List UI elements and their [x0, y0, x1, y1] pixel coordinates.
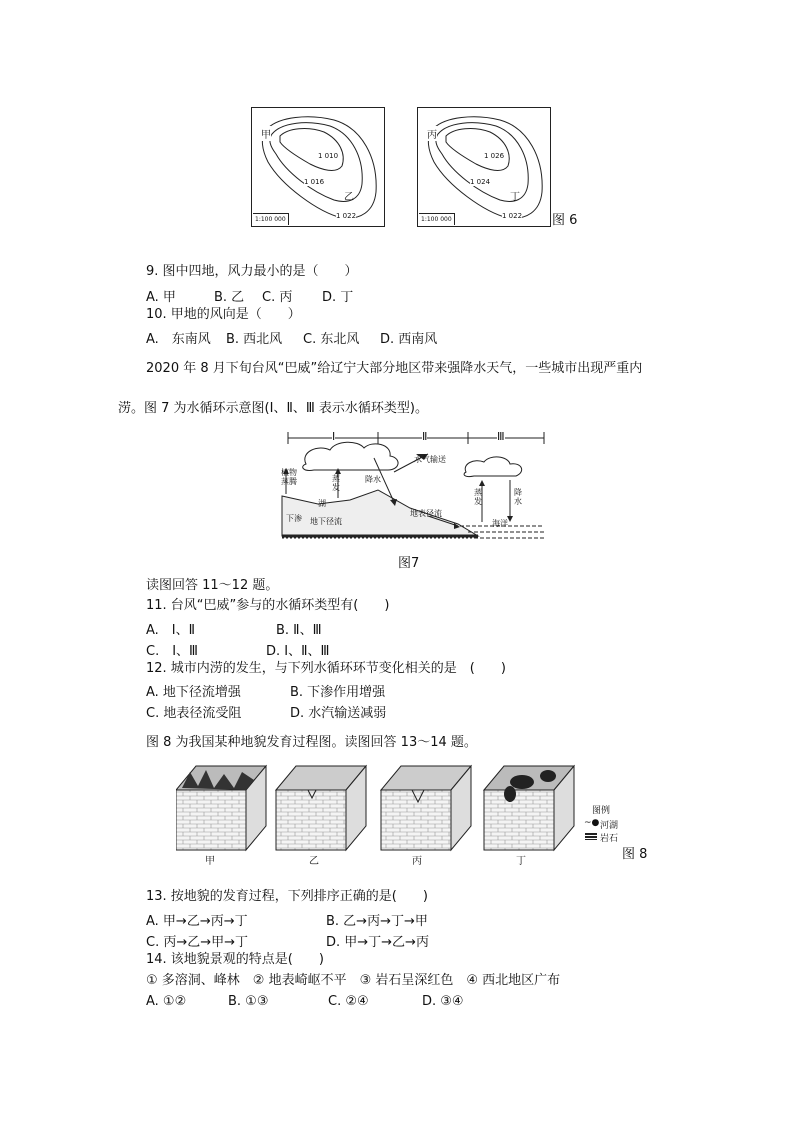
question-11-stem: 11. 台风“巴威”参与的水循环类型有( )	[146, 598, 390, 613]
label-surface-runoff: 地表径流	[410, 509, 442, 518]
question-14-stem: 14. 该地貌景观的特点是( )	[146, 952, 324, 967]
q13-option-b[interactable]: B. 乙→丙→丁→甲	[326, 914, 428, 929]
place-ding: 丁	[510, 192, 520, 203]
legend-river: 河湖	[600, 821, 619, 831]
q14-statements: ① 多溶洞、峰林 ② 地表崎岖不平 ③ 岩石呈深红色 ④ 西北地区广布	[146, 973, 561, 988]
rock-icon	[585, 833, 597, 840]
read-11-12: 读图回答 11～12 题。	[146, 578, 279, 593]
type-2-label: Ⅱ	[422, 430, 428, 443]
isobar-label: 1 016	[304, 178, 325, 186]
figure-7-caption: 图7	[398, 556, 420, 571]
type-3-label: Ⅲ	[497, 430, 505, 443]
label-evaporation: 蒸发	[332, 474, 340, 492]
q9-option-c[interactable]: C. 丙	[262, 290, 293, 305]
label-precipitation: 降水	[365, 475, 381, 484]
label-groundwater: 地下径流	[310, 517, 342, 526]
figure-8-label: 图 8	[622, 847, 648, 862]
intro-line-1: 2020 年 8 月下旬台风“巴威”给辽宁大部分地区带来强降水天气，一些城市出现严重内	[146, 361, 643, 376]
isobar-label: 1 010	[318, 152, 339, 160]
q10-option-d[interactable]: D. 西南风	[380, 332, 438, 347]
q12-option-c[interactable]: C. 地表径流受阻	[146, 706, 242, 721]
question-12-stem: 12. 城市内涝的发生，与下列水循环环节变化相关的是 ( )	[146, 661, 506, 676]
q9-option-b[interactable]: B. 乙	[214, 290, 245, 305]
landform-blocks	[176, 760, 606, 852]
block-bing	[381, 766, 471, 850]
block-yi	[276, 766, 366, 850]
q10-option-c[interactable]: C. 东北风	[303, 332, 360, 347]
type-1-label: Ⅰ	[332, 430, 336, 443]
place-yi: 乙	[344, 192, 354, 203]
label-ocean: 海洋	[492, 519, 508, 528]
isobar-label: 1 022	[336, 212, 357, 220]
label-evaporation-ocean: 蒸发	[474, 488, 482, 506]
question-10-stem: 10. 甲地的风向是（ ）	[146, 307, 301, 322]
river-icon: ~●	[584, 818, 600, 828]
label-precipitation-ocean: 降水	[514, 488, 522, 506]
q13-option-a[interactable]: A. 甲→乙→丙→丁	[146, 914, 248, 929]
scale-label: 1:100 000	[419, 213, 455, 225]
q13-option-d[interactable]: D. 甲→丁→乙→丙	[326, 935, 429, 950]
legend-title: 图例	[592, 806, 611, 816]
place-jia: 甲	[261, 126, 271, 141]
block-label-yi: 乙	[309, 856, 319, 867]
question-9-stem: 9. 图中四地，风力最小的是（ ）	[146, 264, 358, 279]
q12-option-b[interactable]: B. 下渗作用增强	[290, 685, 386, 700]
q14-option-a[interactable]: A. ①②	[146, 994, 187, 1009]
q12-option-d[interactable]: D. 水汽输送减弱	[290, 706, 387, 721]
q13-option-c[interactable]: C. 丙→乙→甲→丁	[146, 935, 249, 950]
q10-option-b[interactable]: B. 西北风	[226, 332, 283, 347]
q9-option-a[interactable]: A. 甲	[146, 290, 176, 305]
block-label-ding: 丁	[516, 856, 526, 867]
question-13-stem: 13. 按地貌的发育过程，下列排序正确的是( )	[146, 889, 428, 904]
intro-fig-8: 图 8 为我国某种地貌发育过程图。读图回答 13～14 题。	[146, 735, 477, 750]
isobar-label: 1 026	[484, 152, 505, 160]
label-lake: 湖	[318, 499, 326, 508]
q11-option-b[interactable]: B. Ⅱ、Ⅲ	[276, 623, 322, 638]
q12-option-a[interactable]: A. 地下径流增强	[146, 685, 241, 700]
isobar-lines-right	[418, 108, 550, 226]
isobar-map-right	[417, 107, 551, 227]
label-transpiration: 植物蒸腾	[281, 468, 297, 486]
water-cycle-diagram	[278, 428, 548, 553]
q14-option-c[interactable]: C. ②④	[328, 994, 369, 1009]
figure-6-label: 图 6	[552, 213, 578, 228]
q11-option-d[interactable]: D. Ⅰ、Ⅱ、Ⅲ	[266, 644, 330, 659]
isobar-label: 1 024	[470, 178, 491, 186]
place-bing: 丙	[427, 126, 437, 141]
isobar-lines-left	[252, 108, 384, 226]
block-label-jia: 甲	[205, 856, 215, 867]
block-label-bing: 丙	[412, 856, 422, 867]
q10-option-a[interactable]: A. 东南风	[146, 332, 211, 347]
scale-label: 1:100 000	[253, 213, 289, 225]
q11-option-a[interactable]: A. Ⅰ、Ⅱ	[146, 623, 196, 638]
intro-line-2: 涝。图 7 为水循环示意图(Ⅰ、Ⅱ、Ⅲ 表示水循环类型)。	[118, 401, 429, 416]
label-infiltration: 下渗	[286, 514, 302, 523]
block-jia	[176, 766, 266, 850]
block-ding	[484, 766, 574, 850]
q9-option-d[interactable]: D. 丁	[322, 290, 354, 305]
isobar-map-left	[251, 107, 385, 227]
q11-option-c[interactable]: C. Ⅰ、Ⅲ	[146, 644, 199, 659]
isobar-label: 1 022	[502, 212, 523, 220]
legend-rock: 岩石	[600, 834, 619, 844]
q14-option-b[interactable]: B. ①③	[228, 994, 269, 1009]
q14-option-d[interactable]: D. ③④	[422, 994, 464, 1009]
label-vapor-transport: 水气输送	[414, 455, 446, 464]
